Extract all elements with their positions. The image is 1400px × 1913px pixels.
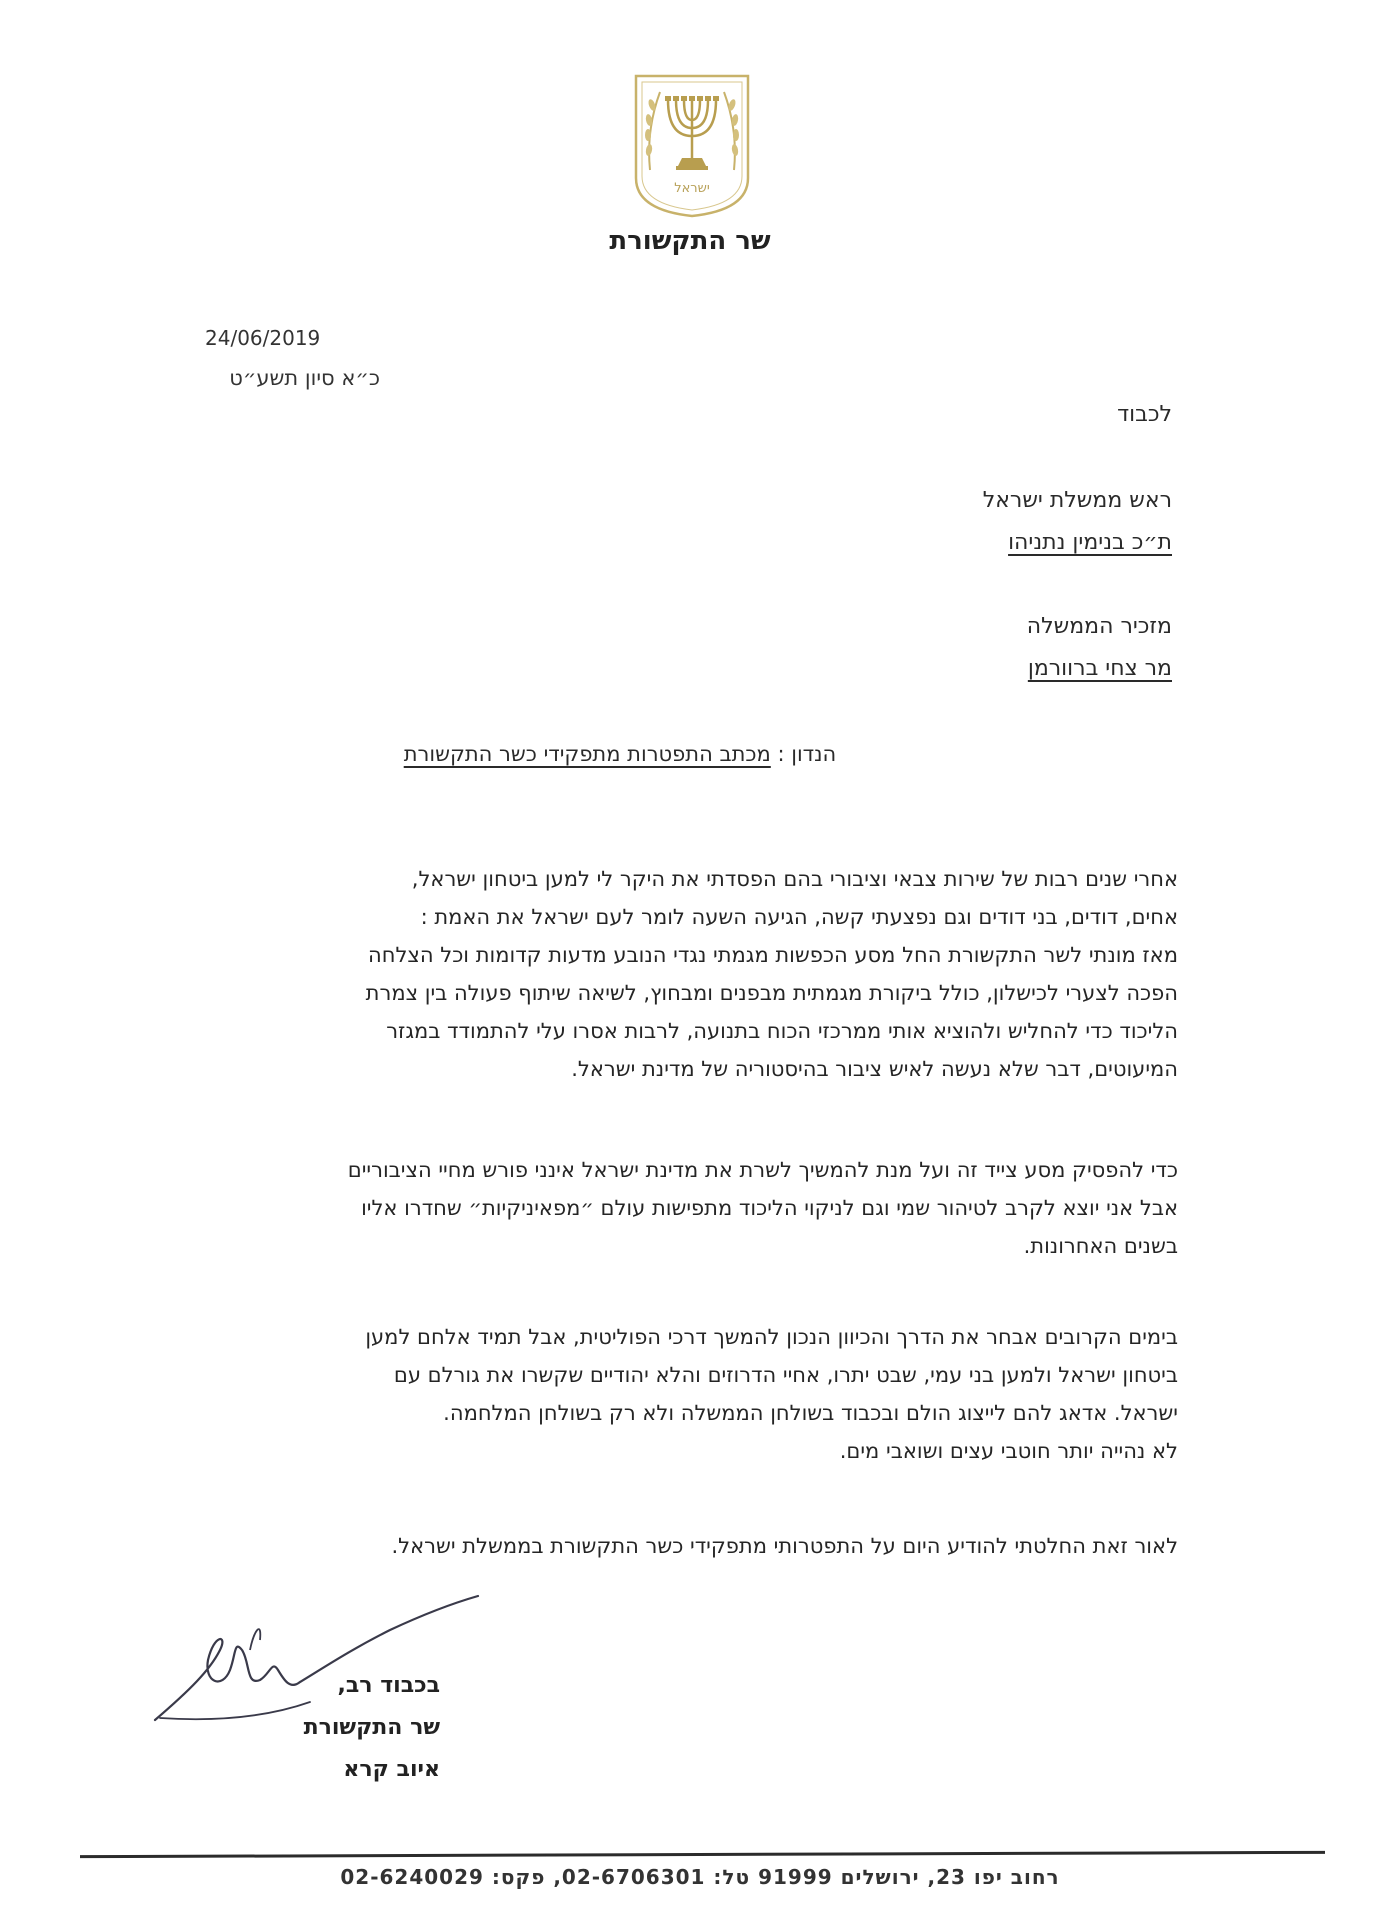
body-paragraph-1 <box>218 860 1178 1088</box>
hebrew-date: כ״א סיון תשע״ט <box>229 366 380 390</box>
state-emblem-icon <box>626 70 758 218</box>
subject-label: הנדון : <box>777 742 837 766</box>
subject-line <box>300 742 940 766</box>
menorah-emblem-graphic <box>626 70 758 218</box>
body-line: לאור זאת החלטתי להודיע היום על התפטרותי מתפקידי כשר התקשורת בממשלת ישראל. <box>391 1534 1178 1558</box>
body-line: אחים, דודים, בני דודים וגם נפצעתי קשה, הגיעה השעה לומר לעם ישראל את האמת : <box>420 905 1178 929</box>
gregorian-date: 24/06/2019 <box>205 326 321 350</box>
body-line: המיעוטים, דבר שלא נעשה לאיש ציבור בהיסטוריה של מדינת ישראל. <box>571 1057 1178 1081</box>
body-paragraph-3 <box>218 1318 1178 1470</box>
body-line: לא נהייה יותר חוטבי עצים ושואבי מים. <box>839 1439 1178 1463</box>
body-line: ישראל. אדאג להם לייצוג הולם ובכבוד בשולחן הממשלה ולא רק בשולחן המלחמה. <box>443 1401 1178 1425</box>
body-line: בימים הקרובים אבחר את הדרך והכיוון הנכון להמשך דרכי הפוליטית, אבל תמיד אלחם למען <box>365 1325 1178 1349</box>
body-line: הפכה לצערי לכישלון, כולל ביקורת מגמתית מבפנים ומבחוץ, לשיאה שיתוף פעולה בין צמרת <box>365 981 1178 1005</box>
closing: בכבוד רב, <box>337 1673 440 1698</box>
recipient-role-1: ראש ממשלת ישראל <box>982 488 1172 513</box>
ministry-title: שר התקשורת <box>609 226 771 256</box>
signer-title: שר התקשורת <box>303 1715 440 1740</box>
recipient-name-1: ת״כ בנימין נתניהו <box>1008 530 1172 555</box>
body-line: מאז מונתי לשר התקשורת החל מסע הכפשות מגמתי נגדי הנובע מדעות קדומות וכל הצלחה <box>368 943 1178 967</box>
footer-divider <box>80 1851 1325 1858</box>
body-line: ביטחון ישראל ולמען בני עמי, שבט יתרו, אחיי הדרוזים והלא יהודיים שקשרו את גורלם עם <box>393 1363 1178 1387</box>
recipient-name-2: מר צחי ברוורמן <box>1027 656 1172 681</box>
footer-address: רחוב יפו 23, ירושלים 91999 טל: 02-6706301, פקס: 02-6240029 <box>340 1865 1060 1889</box>
body-line: אבל אני יוצא לקרב לטיהור שמי וגם לניקוי הליכוד מתפישות עולם ״מפאיניקיות״ שחדרו אליו <box>361 1196 1178 1220</box>
recipient-role-2: מזכיר הממשלה <box>1026 614 1172 639</box>
body-line: אחרי שנים רבות של שירות צבאי וציבורי בהם הפסדתי את היקר לי למען ביטחון ישראל, <box>411 867 1178 891</box>
body-paragraph-2 <box>218 1151 1178 1265</box>
salutation: לכבוד <box>1117 402 1172 427</box>
subject-text: מכתב התפטרות מתפקידי כשר התקשורת <box>403 742 771 766</box>
signer-name: איוב קרא <box>343 1757 440 1782</box>
body-paragraph-4 <box>218 1527 1178 1565</box>
body-line: בשנים האחרונות. <box>1023 1234 1178 1258</box>
signoff-block <box>240 1665 440 1791</box>
body-line: כדי להפסיק מסע צייד זה ועל מנת להמשיך לשרת את מדינת ישראל אינני פורש מחיי הציבוריים <box>347 1158 1178 1182</box>
emblem-text: ישראל <box>674 181 710 196</box>
body-line: הליכוד כדי להחליש ולהוציא אותי ממרכזי הכוח בתנועה, לרבות אסרו עלי להתמודד במגזר <box>386 1019 1178 1043</box>
